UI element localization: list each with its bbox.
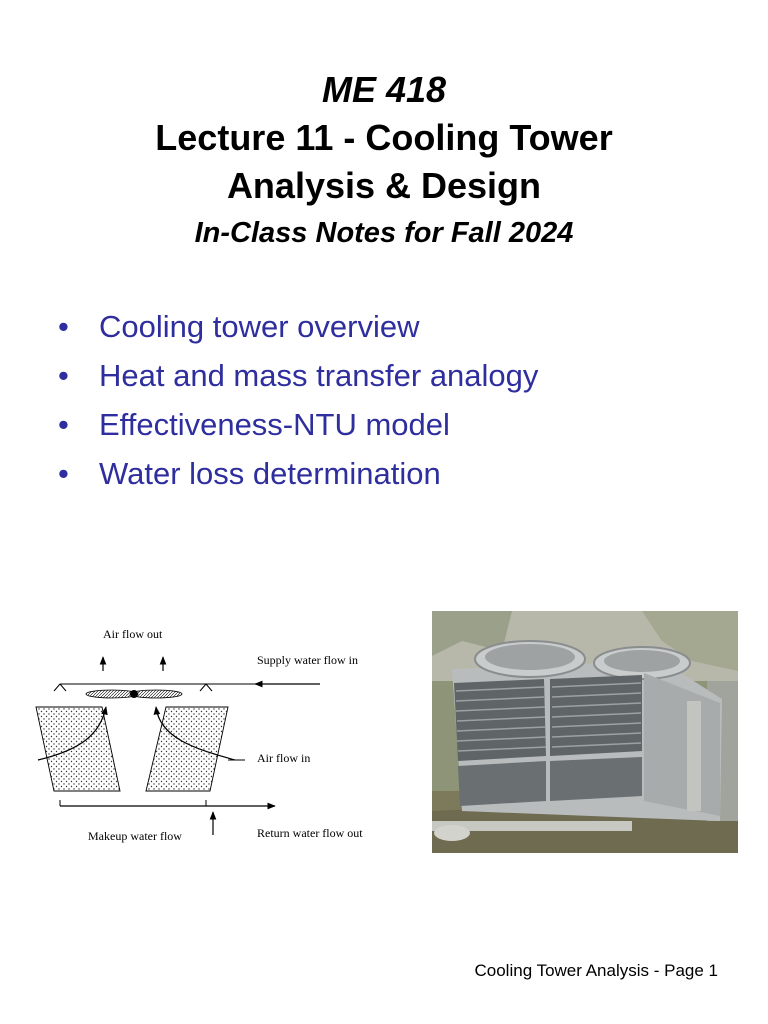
topic-item — [58, 351, 538, 400]
lecture-title-line-2: Analysis & Design — [226, 165, 542, 206]
makeup-water-label: Makeup water flow — [88, 829, 182, 843]
topic-item — [58, 400, 538, 449]
course-title: ME 418 — [321, 69, 447, 110]
bullet-icon: • — [58, 456, 69, 491]
left-fill-pack — [36, 707, 120, 791]
nozzle-icon — [200, 684, 212, 691]
supply-water-label: Supply water flow in — [257, 653, 358, 667]
topic-label: Effectiveness-NTU model — [99, 407, 450, 442]
page-footer: Cooling Tower Analysis - Page 1 — [474, 961, 718, 980]
lecture-title-line-1: Lecture 11 - Cooling Tower — [155, 117, 613, 158]
topic-item — [58, 302, 538, 351]
topic-label: Water loss determination — [99, 456, 441, 491]
bullet-icon: • — [58, 407, 69, 442]
topic-list — [58, 302, 538, 498]
topic-label: Heat and mass transfer analogy — [99, 358, 539, 393]
bullet-icon: • — [58, 358, 69, 393]
cooling-tower-diagram — [30, 615, 400, 855]
fan-hub-icon — [130, 690, 138, 698]
air-flow-out-label: Air flow out — [103, 627, 163, 641]
topic-label: Cooling tower overview — [99, 309, 420, 344]
topic-item — [58, 449, 538, 498]
air-flow-in-label: Air flow in — [257, 751, 311, 765]
bullet-icon: • — [58, 309, 69, 344]
return-water-label: Return water flow out — [257, 826, 363, 840]
nozzle-icon — [54, 684, 66, 691]
cooling-tower-photo — [432, 611, 738, 853]
right-fill-pack — [146, 707, 228, 791]
subtitle: In-Class Notes for Fall 2024 — [194, 217, 574, 249]
title-block — [0, 66, 768, 253]
